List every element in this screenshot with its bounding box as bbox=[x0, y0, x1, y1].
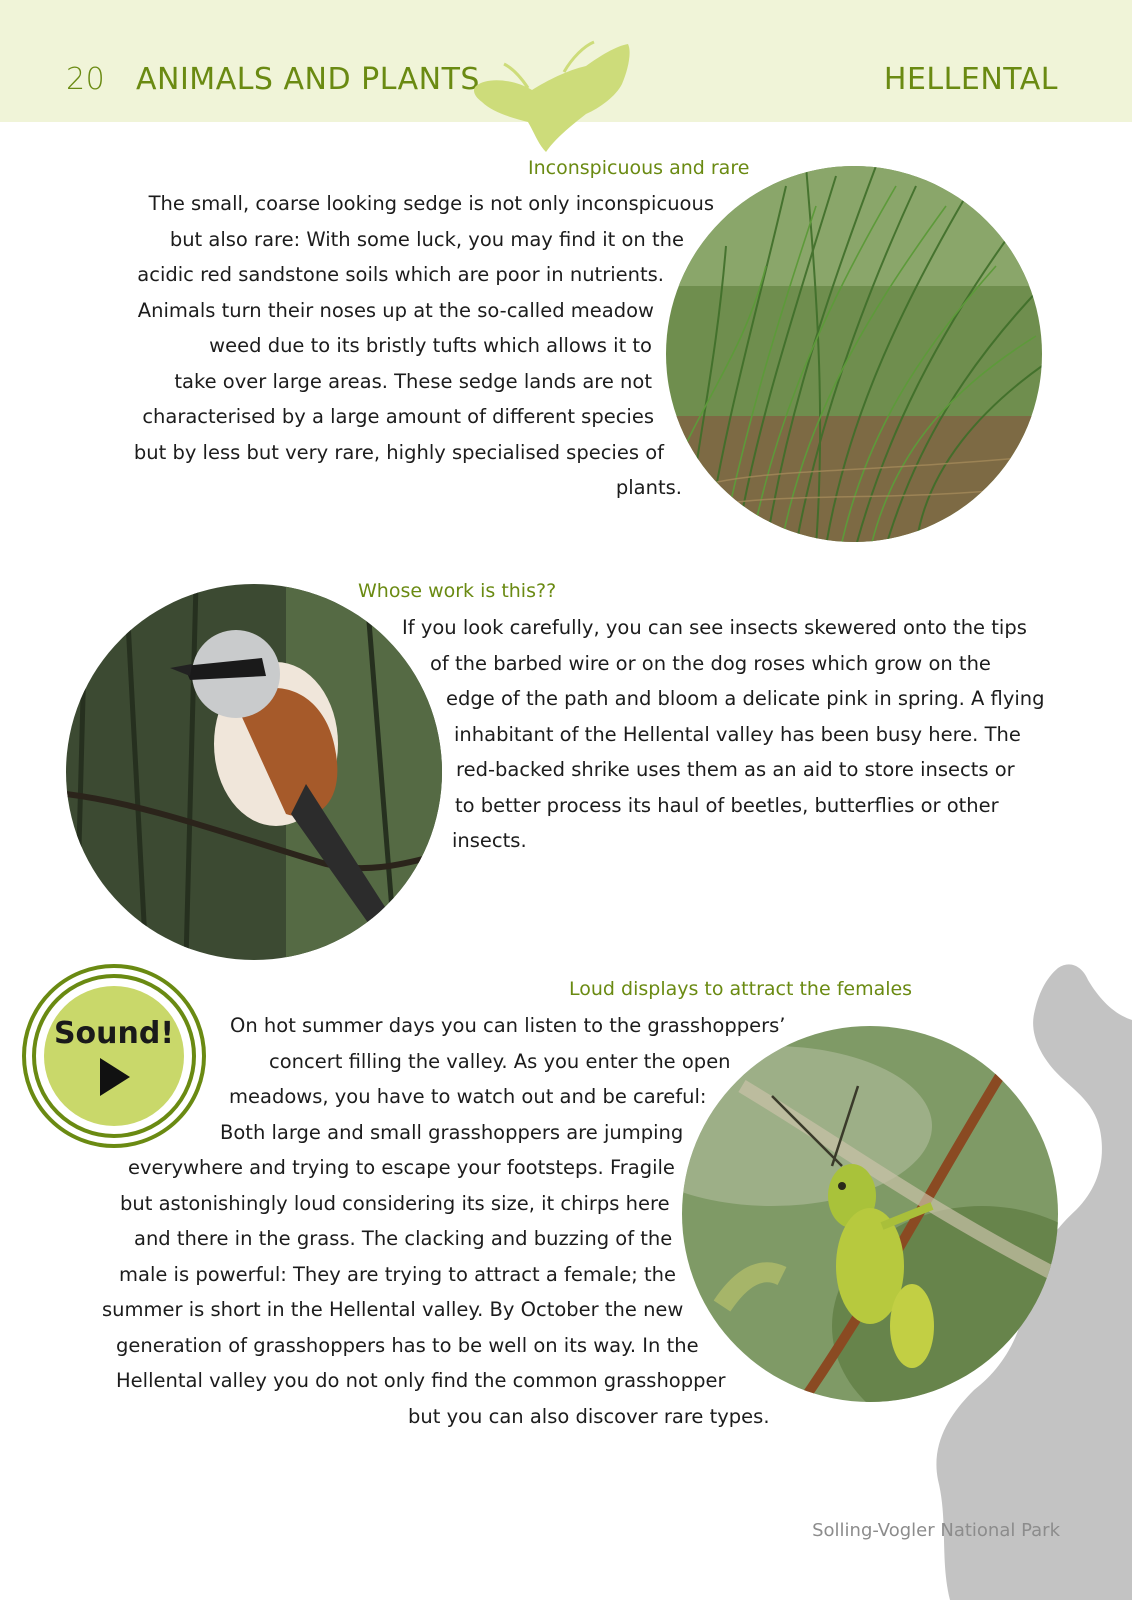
text-line: but also rare: With some luck, you may find it on the bbox=[169, 227, 684, 251]
text-line: On hot summer days you can listen to the grasshoppers’ bbox=[230, 1014, 786, 1037]
text-line: Animals turn their noses up at the so-called meadow bbox=[137, 298, 654, 322]
location-title: HELLENTAL bbox=[883, 62, 1058, 97]
section-heading-grasshopper: Loud displays to attract the females bbox=[569, 978, 913, 1000]
text-line: plants. bbox=[615, 476, 682, 499]
text-line: weed due to its bristly tufts which allows it to bbox=[209, 334, 652, 357]
text-line: red-backed shrike uses them as an aid to store insects or bbox=[456, 758, 1015, 781]
text-line: edge of the path and bloom a delicate pink in spring. A flying bbox=[446, 687, 1045, 710]
text-line: generation of grasshoppers has to be well on its way. In the bbox=[116, 1333, 699, 1357]
text-line: summer is short in the Hellental valley. By October the new bbox=[102, 1298, 684, 1321]
text-line: insects. bbox=[452, 829, 527, 852]
text-line: acidic red sandstone soils which are poor in nutrients. bbox=[137, 263, 664, 286]
text-line: and there in the grass. The clacking and buzzing of the bbox=[134, 1227, 673, 1250]
text-line: If you look carefully, you can see insects skewered onto the tips bbox=[402, 616, 1027, 639]
section-heading-sedge: Inconspicuous and rare bbox=[528, 157, 750, 179]
text-line: to better process its haul of beetles, butterflies or other bbox=[455, 793, 999, 817]
text-line: The small, coarse looking sedge is not only inconspicuous bbox=[148, 192, 714, 215]
text-line: but astonishingly loud considering its size, it chirps here bbox=[120, 1191, 670, 1215]
section-title: ANIMALS AND PLANTS bbox=[136, 62, 480, 97]
section-heading-shrike: Whose work is this?? bbox=[358, 580, 557, 602]
text-line: take over large areas. These sedge lands are not bbox=[174, 369, 652, 393]
butterfly-icon bbox=[468, 36, 648, 154]
text-line: everywhere and trying to escape your footsteps. Fragile bbox=[128, 1156, 675, 1179]
sound-label: Sound! bbox=[53, 1016, 175, 1051]
text-line: of the barbed wire or on the dog roses which grow on the bbox=[430, 651, 991, 675]
text-line: Hellental valley you do not only find the common grasshopper bbox=[116, 1369, 726, 1392]
footer-text: Solling-Vogler National Park bbox=[812, 1520, 1060, 1541]
page-number: 20 bbox=[66, 62, 106, 97]
text-line: characterised by a large amount of different species bbox=[142, 405, 654, 428]
section-text-shrike bbox=[0, 610, 1132, 859]
text-line: meadows, you have to watch out and be careful: bbox=[229, 1085, 707, 1108]
section-text-grasshopper bbox=[0, 1008, 1132, 1434]
text-line: inhabitant of the Hellental valley has been busy here. The bbox=[454, 722, 1021, 746]
text-line: but by less but very rare, highly specialised species of bbox=[133, 440, 664, 464]
section-text-sedge bbox=[0, 186, 714, 506]
sedge-photo bbox=[666, 166, 1042, 542]
text-line: but you can also discover rare types. bbox=[408, 1404, 770, 1428]
text-line: concert filling the valley. As you enter the open bbox=[269, 1049, 731, 1073]
text-line: male is powerful: They are trying to attract a female; the bbox=[119, 1262, 676, 1286]
text-line: Both large and small grasshoppers are jumping bbox=[220, 1120, 684, 1144]
